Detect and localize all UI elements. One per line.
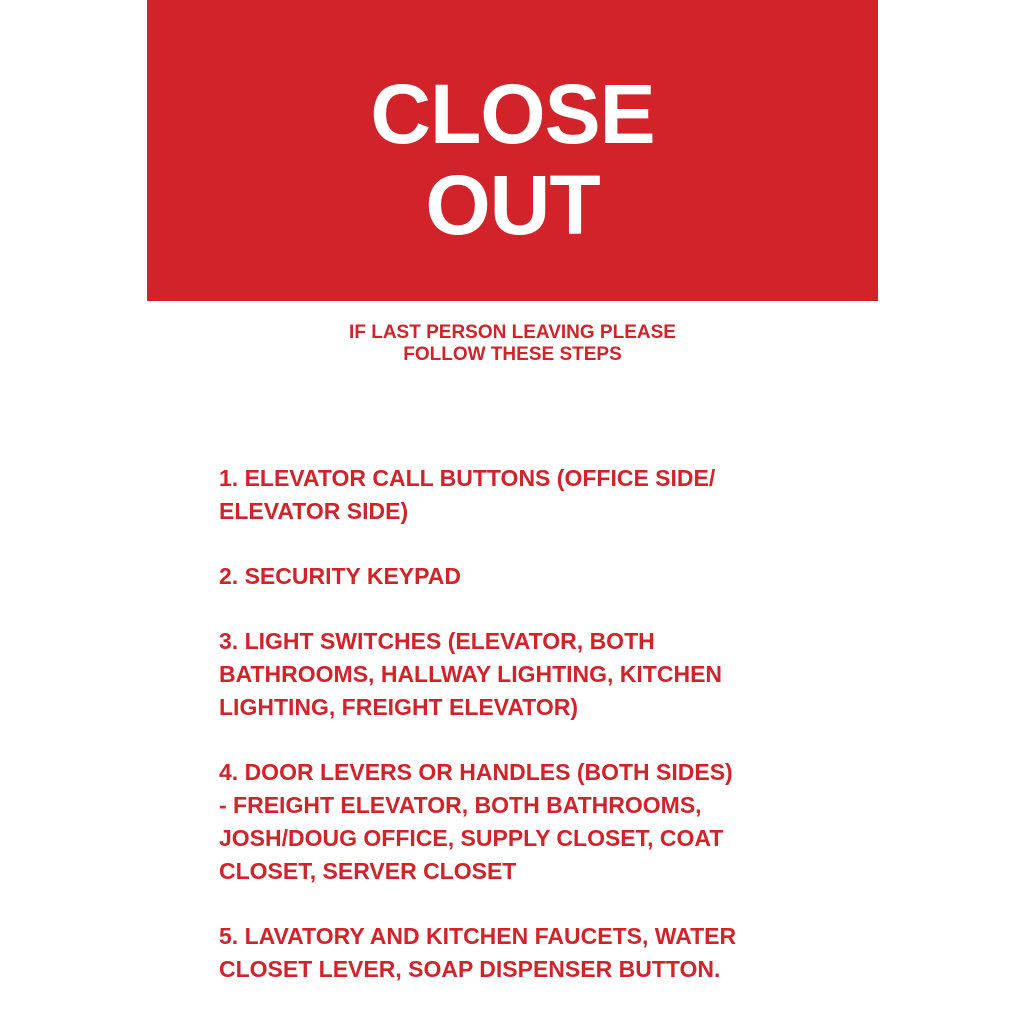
sign-title-line-2: OUT [425,158,600,252]
step-5-line-1: 5. LAVATORY AND KITCHEN FAUCETS, WATER [219,923,737,949]
step-4-line-1: 4. DOOR LEVERS OR HANDLES (BOTH SIDES) [219,759,733,785]
step-item-2 [219,560,839,593]
step-4-line-4: CLOSET, SERVER CLOSET [219,858,517,884]
subtitle-line-2: FOLLOW THESE STEPS [403,344,622,365]
step-item-4 [219,756,839,888]
step-3-line-1: 3. LIGHT SWITCHES (ELEVATOR, BOTH [219,628,655,654]
step-item-1 [219,462,839,528]
step-3-line-2: BATHROOMS, HALLWAY LIGHTING, KITCHEN [219,661,723,687]
step-5-line-2: CLOSET LEVER, SOAP DISPENSER BUTTON. [219,956,721,982]
sign-title-line-1: CLOSE [370,67,655,161]
step-4-line-2: - FREIGHT ELEVATOR, BOTH BATHROOMS, [219,792,702,818]
step-3-line-3: LIGHTING, FREIGHT ELEVATOR) [219,694,579,720]
step-1-line-2: ELEVATOR SIDE) [219,498,409,524]
step-4-line-3: JOSH/DOUG OFFICE, SUPPLY CLOSET, COAT [219,825,724,851]
steps-list [219,462,839,1018]
step-item-5 [219,920,839,986]
subtitle-line-1: IF LAST PERSON LEAVING PLEASE [349,322,676,343]
step-1-line-1: 1. ELEVATOR CALL BUTTONS (OFFICE SIDE/ [219,465,716,491]
step-2-line-1: 2. SECURITY KEYPAD [219,563,461,589]
step-item-3 [219,625,839,724]
header-band [147,0,878,301]
